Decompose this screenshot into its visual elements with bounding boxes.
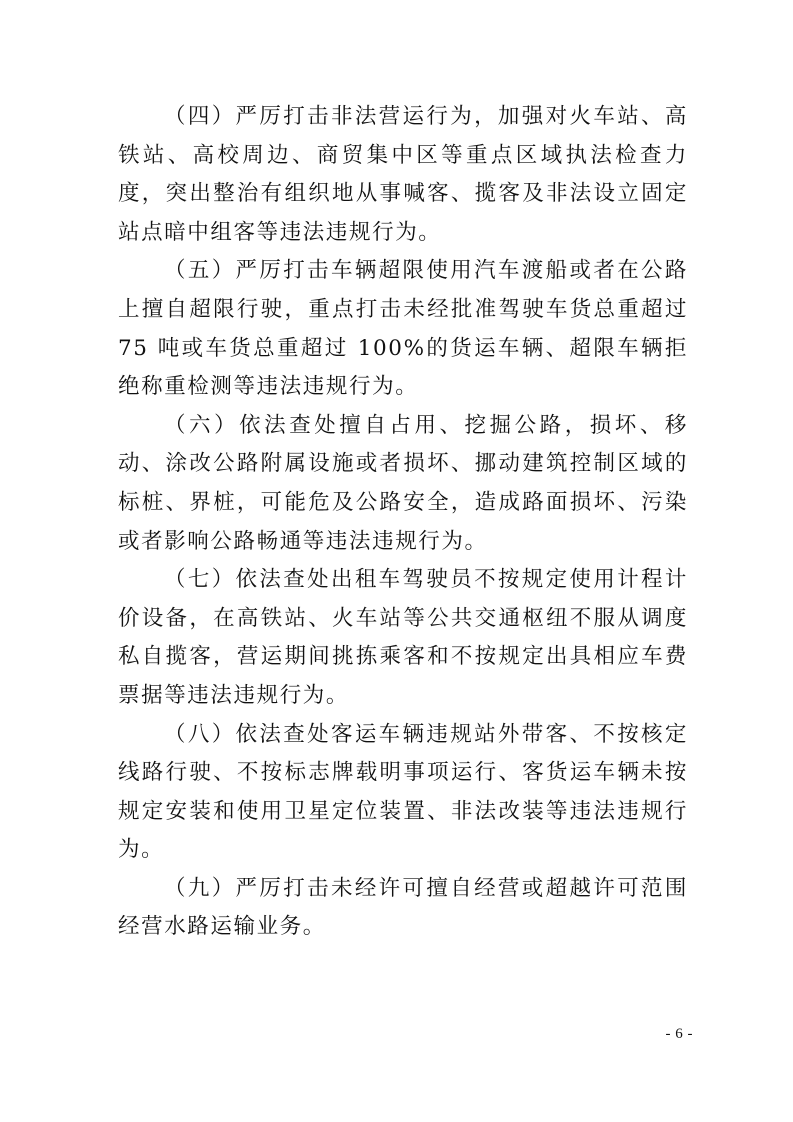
paragraph-item-7: （七）依法查处出租车驾驶员不按规定使用计程计价设备，在高铁站、火车站等公共交通枢纽不服从调度私自揽客，营运期间挑拣乘客和不按规定出具相应车费票据等违法违规行为。 bbox=[118, 567, 688, 708]
paragraph-item-5: （五）严厉打击车辆超限使用汽车渡船或者在公路上擅自超限行驶，重点打击未经批准驾驶车货总重超过 75 吨或车货总重超过 100%的货运车辆、超限车辆拒绝称重检测等违法违规行为。 bbox=[118, 258, 688, 400]
paragraph-item-8: （八）依法查处客运车辆违规站外带客、不按核定线路行驶、不按标志牌载明事项运行、客货运车辆未按规定安装和使用卫星定位装置、非法改装等违法违规行为。 bbox=[118, 721, 688, 863]
paragraph-item-4: （四）严厉打击非法营运行为，加强对火车站、高铁站、高校周边、商贸集中区等重点区域执法检查力度，突出整治有组织地从事喊客、揽客及非法设立固定站点暗中组客等违法违规行为。 bbox=[118, 104, 688, 245]
paragraph-item-9: （九）严厉打击未经许可擅自经营或超越许可范围经营水路运输业务。 bbox=[118, 875, 688, 940]
paragraph-item-6: （六）依法查处擅自占用、挖掘公路，损坏、移动、涂改公路附属设施或者损坏、挪动建筑控制区域的标桩、界桩，可能危及公路安全，造成路面损坏、污染或者影响公路畅通等违法违规行为。 bbox=[118, 412, 688, 554]
document-body bbox=[118, 98, 688, 947]
page-number: - 6 - bbox=[665, 1026, 693, 1042]
